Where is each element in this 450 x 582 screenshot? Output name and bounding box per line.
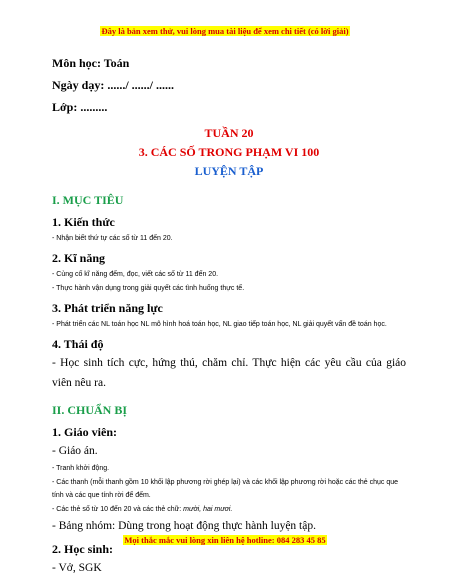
teacher-line-lesson-plan: - Giáo án. [52,445,98,457]
teacher-line-board: - Bảng nhóm: Dùng trong hoạt động thực hành luyện tập. [52,520,316,532]
preview-banner-text: Đây là bản xem thử, vui lòng mua tài liệu để xem chi tiết (có lời giải) [101,26,349,36]
subject-line: Môn học: Toán [52,56,130,70]
knowledge-line: - Nhận biết thứ tự các số từ 11 đến 20. [52,235,173,242]
teacher-heading: 1. Giáo viên: [52,425,117,439]
date-line: Ngày dạy: ....../ ....../ ...... [52,78,175,92]
competence-line: - Phát triển các NL toán học NL mô hình hoá toán học, NL giao tiếp toán học, NL giải quyết vấn đề toán học. [52,321,387,328]
week-title: TUẦN 20 [204,126,254,140]
teacher-line-picture: - Tranh khởi động. [52,465,110,472]
preview-banner [0,26,450,36]
lesson-title: 3. CÁC SỐ TRONG PHẠM VI 100 [138,145,320,159]
teacher-line-cards [52,503,406,516]
teacher-line-cards-words: mười, hai mươi. [183,506,233,513]
section-preparation-heading: II. CHUẨN BỊ [52,403,128,417]
attitude-heading: 4. Thái độ [52,337,104,351]
students-heading: 2. Học sinh: [52,542,114,556]
document-page [52,52,406,578]
attitude-text: - Học sinh tích cực, hứng thú, chăm chỉ. Thực hiện các yêu cầu của giáo viên nêu ra. [52,357,406,389]
section-objectives-heading: I. MỤC TIÊU [52,193,124,207]
lesson-subtitle: LUYỆN TẬP [194,164,264,178]
class-line: Lớp: ......... [52,100,108,114]
hotline-banner-text: Mọi thắc mắc vui lòng xin liên hệ hotline: 084 283 45 85 [124,535,326,545]
skills-line-1: - Củng cố kĩ năng đếm, đọc, viết các số từ 11 đến 20. [52,271,219,278]
teacher-line-blocks: - Các thanh (mỗi thanh gồm 10 khối lập phương rời ghép lại) và các khối lập phương rời hoặc các thẻ chục que tính và các que tính rời để đếm. [52,479,399,499]
competence-heading: 3. Phát triển năng lực [52,301,163,315]
teacher-line-cards-text: - Các thẻ số từ 10 đến 20 và các thẻ chữ: [52,506,184,513]
skills-heading: 2. Kĩ năng [52,251,106,265]
hotline-banner [0,535,450,545]
skills-line-2: - Thực hành vận dụng trong giải quyết các tình huống thực tế. [52,285,245,292]
knowledge-heading: 1. Kiến thức [52,215,115,229]
students-line: - Vở, SGK [52,562,102,574]
